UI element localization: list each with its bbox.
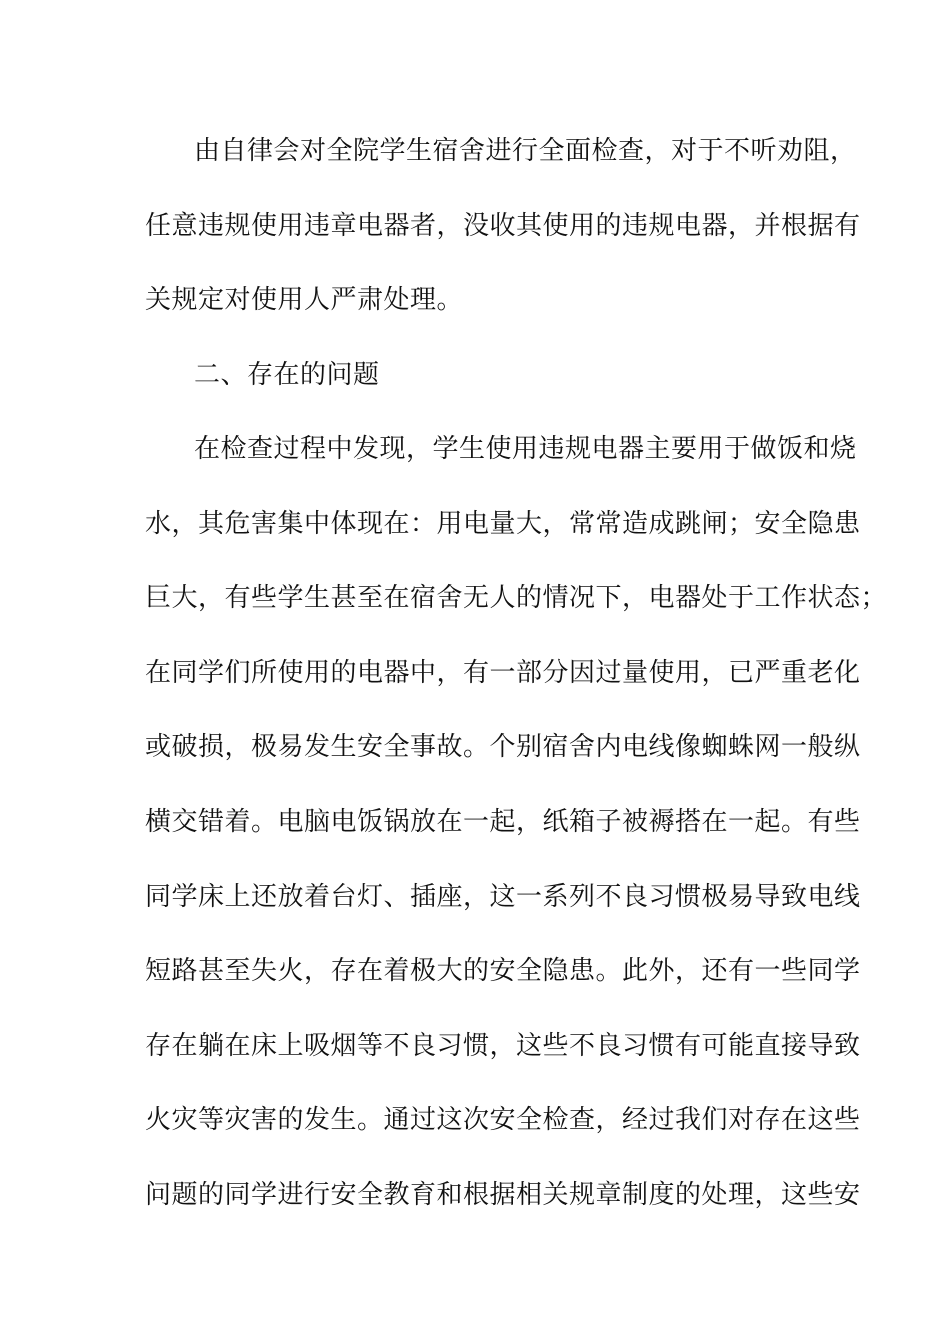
paragraph-line: 问题的同学进行安全教育和根据相关规章制度的处理，这些安: [145, 1180, 861, 1210]
paragraph-line: 由自律会对全院学生宿舍进行全面检查，对于不听劝阻，: [194, 136, 857, 166]
paragraph-line: 关规定对使用人严肃处理。: [145, 285, 464, 315]
section-heading: 二、存在的问题: [194, 360, 380, 390]
paragraph-line: 水，其危害集中体现在：用电量大，常常造成跳闸；安全隐患: [145, 509, 861, 539]
paragraph-line: 短路甚至失火，存在着极大的安全隐患。此外，还有一些同学: [145, 956, 861, 986]
paragraph-line: 任意违规使用违章电器者，没收其使用的违规电器，并根据有: [145, 211, 861, 241]
paragraph-line: 在同学们所使用的电器中，有一部分因过量使用，已严重老化: [145, 658, 861, 688]
paragraph-line: 或破损，极易发生安全事故。个别宿舍内电线像蜘蛛网一般纵: [145, 732, 861, 762]
paragraph-line: 同学床上还放着台灯、插座，这一系列不良习惯极易导致电线: [145, 882, 861, 912]
paragraph-line: 存在躺在床上吸烟等不良习惯，这些不良习惯有可能直接导致: [145, 1031, 861, 1061]
paragraph-line: 在检查过程中发现，学生使用违规电器主要用于做饭和烧: [194, 434, 857, 464]
paragraph-line: 横交错着。电脑电饭锅放在一起，纸箱子被褥搭在一起。有些: [145, 807, 861, 837]
paragraph-line: 巨大，有些学生甚至在宿舍无人的情况下，电器处于工作状态；: [145, 583, 888, 613]
paragraph-line: 火灾等灾害的发生。通过这次安全检查，经过我们对存在这些: [145, 1105, 861, 1135]
